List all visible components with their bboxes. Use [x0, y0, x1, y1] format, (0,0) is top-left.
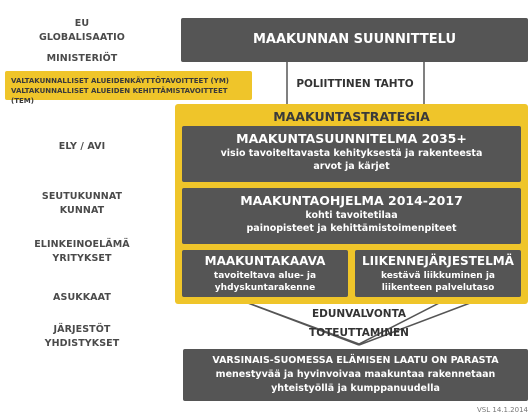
label-line: ASUKKAAT: [53, 292, 111, 303]
plan-box: [182, 126, 521, 182]
zoning-box-sub1: tavoiteltava alue- ja: [213, 271, 317, 281]
plan-box-sub1: visio tavoiteltavasta kehityksestä ja rakenteesta: [220, 148, 483, 159]
targets-line-2: VALTAKUNNALLISET ALUEIDEN KEHITTÄMISTAVOITTEET (TEM): [11, 87, 228, 105]
footer-date: VSL 14.1.2014: [477, 406, 528, 414]
label-line: JÄRJESTÖT: [53, 324, 111, 335]
program-box: [182, 188, 521, 244]
top-box-maakunnan-suunnittelu: [181, 18, 528, 62]
label-line: YRITYKSET: [52, 253, 112, 264]
label-line: SEUTUKUNNAT: [41, 191, 123, 202]
zoning-box-sub2: yhdyskuntarakenne: [214, 283, 316, 293]
targets-line-1: VALTAKUNNALLISET ALUEIDENKÄYTTÖTAVOITTEET (YM): [11, 77, 229, 85]
bottom-box: [183, 349, 528, 401]
strategy-header: MAAKUNTASTRATEGIA: [273, 109, 430, 124]
transport-box-title: LIIKENNEJÄRJESTELMÄ: [362, 254, 514, 268]
transport-box-sub1: kestävä liikkuminen ja: [381, 271, 495, 281]
transport-box: [355, 250, 521, 297]
label-line: YHDISTYKSET: [44, 338, 120, 349]
plan-box-sub2: arvot ja kärjet: [313, 161, 390, 172]
plan-box-title: MAAKUNTASUUNNITELMA 2035+: [236, 131, 467, 146]
bottom-box-line3: yhteistyöllä ja kumppanuudella: [271, 383, 440, 394]
bottom-box-line2: menestyvää ja hyvinvoivaa maakuntaa rakennetaan: [215, 369, 496, 380]
top-box-title: MAAKUNNAN SUUNNITTELU: [252, 32, 457, 47]
label-line: KUNNAT: [59, 205, 105, 216]
zoning-box-title: MAAKUNTAKAAVA: [204, 254, 326, 268]
program-box-sub1: kohti tavoitetilaa: [305, 210, 398, 221]
transport-box-sub2: liikenteen palvelutaso: [381, 283, 495, 293]
label-line: ELY / AVI: [58, 141, 106, 152]
label-line: EU: [74, 18, 90, 29]
arrow-text: [270, 305, 448, 343]
arrow-text-line2: TOTEUTTAMINEN: [309, 327, 409, 339]
label-line: MINISTERIÖT: [46, 53, 118, 64]
bottom-box-line1: VARSINAIS-SUOMESSA ELÄMISEN LAATU ON PARASTA: [212, 355, 499, 366]
label-line: ELINKEINOELÄMÄ: [34, 239, 130, 250]
label-line: GLOBALISAATIO: [39, 32, 125, 43]
zoning-box: [182, 250, 348, 297]
program-box-sub2: painopisteet ja kehittämistoimenpiteet: [246, 223, 457, 234]
political-will-text: POLIITTINEN TAHTO: [296, 78, 414, 90]
program-box-title: MAAKUNTAOHJELMA 2014-2017: [240, 193, 463, 208]
arrow-text-line1: EDUNVALVONTA: [311, 308, 407, 320]
